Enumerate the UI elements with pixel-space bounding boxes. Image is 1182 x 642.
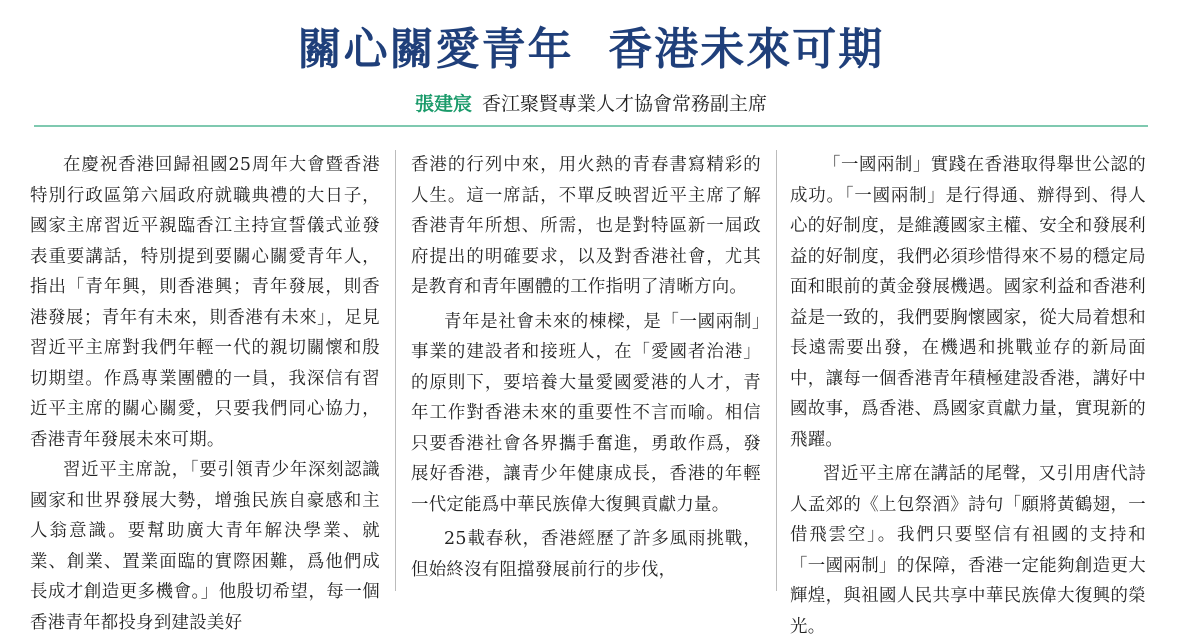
paragraph: 青年是社會未來的棟樑，是「一國兩制」事業的建設者和接班人，在「愛國者治港」的原則下，要培養大量愛國愛港的人才，青年工作對香港未來的重要性不言而喻。相信只要香港社會各界攜手奮進，勇敢作爲，發展好香港，讓青少年健康成長，香港的年輕一代定能爲中華民族偉大復興貢獻力量。 [411, 311, 761, 515]
author-title: 香江聚賢專業人才協會常務副主席 [482, 93, 768, 115]
paragraph: 習近平主席說，「要引領青少年深刻認識國家和世界發展大勢，增強民族自豪感和主人翁意識。要幫助廣大青年解決學業、就業、創業、置業面臨的實際困難，爲他們成長成才創造更多機會。」他殷切希望，每一個香港青年都投身到建設美好 [30, 460, 380, 633]
paragraph: 25載春秋，香港經歷了許多風雨挑戰，但始終沒有阻擋發展前行的步伐， [411, 529, 761, 580]
author-name: 張建宸 [414, 93, 472, 115]
article-column-3 [790, 150, 1146, 642]
paragraph: 香港的行列中來，用火熱的青春書寫精彩的人生。這一席話，不單反映習近平主席了解香港青年所想、所需，也是對特區新一屆政府提出的明確要求，以及對香港社會，尤其是教育和青年團體的工作指明了清晰方向。 [411, 155, 761, 297]
paragraph: 「一國兩制」實踐在香港取得舉世公認的成功。「一國兩制」是行得通、辦得到、得人心的好制度，是維護國家主權、安全和發展利益的好制度，我們必須珍惜得來不易的穩定局面和眼前的黃金發展機遇。國家利益和香港利益是一致的，我們要胸懷國家，從大局着想和長遠需要出發，在機遇和挑戰並存的新局面中，讓每一個香港青年積極建設香港，講好中國故事，爲香港、爲國家貢獻力量，實現新的飛躍。 [790, 155, 1146, 450]
paragraph: 習近平主席在講話的尾聲，又引用唐代詩人孟郊的《上包祭酒》詩句「願將黃鶴翅，一借飛雲空」。我們只要堅信有祖國的支持和「一國兩制」的保障，香港一定能夠創造更大輝煌，與祖國人民共享中華民族偉大復興的榮光。 [790, 464, 1146, 637]
article-column-2 [411, 150, 761, 585]
header-divider [34, 125, 1148, 127]
column-divider [395, 150, 396, 591]
paragraph: 在慶祝香港回歸祖國25周年大會暨香港特別行政區第六屆政府就職典禮的大日子，國家主席習近平親臨香江主持宣誓儀式並發表重要講話，特別提到要關心關愛青年人，指出「青年興，則香港興；青年發展，則香港發展；青年有未來，則香港有未來」，足見習近平主席對我們年輕一代的親切關懷和殷切期望。作爲專業團體的一員，我深信有習近平主席的關心關愛，只要我們同心協力，香港青年發展未來可期。 [30, 155, 380, 450]
byline [0, 91, 1182, 117]
article-title: 關心關愛青年 香港未來可期 [297, 24, 885, 75]
article-column-1 [30, 150, 380, 638]
column-divider [776, 150, 777, 591]
